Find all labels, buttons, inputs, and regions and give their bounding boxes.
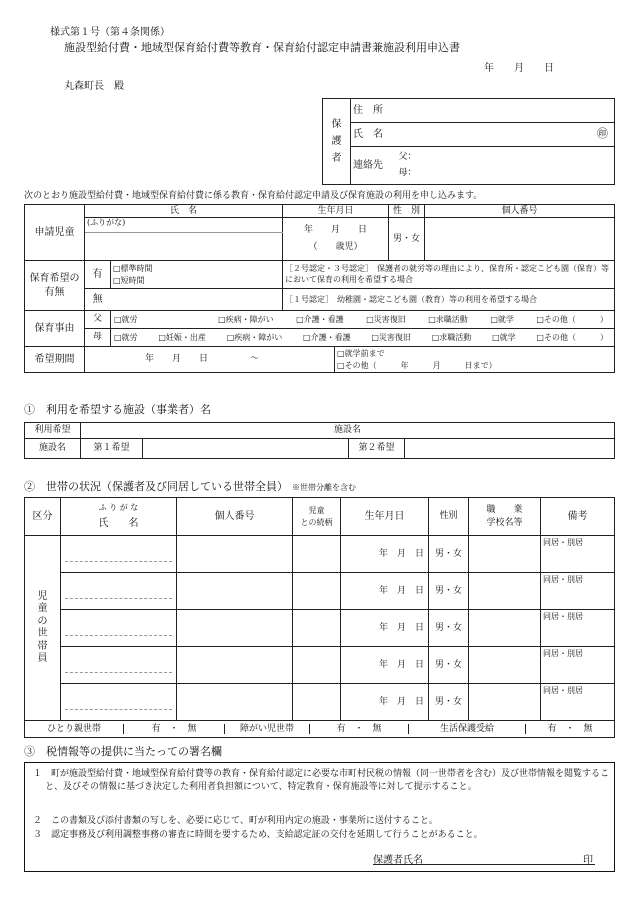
member-occupation-field[interactable]: [469, 536, 541, 573]
reason-father-label: 父: [85, 311, 111, 329]
header-remarks: 備考: [541, 498, 615, 536]
member-birth-field[interactable]: 年 月 日: [341, 684, 429, 721]
header-my-number: 個人番号: [425, 205, 615, 218]
section3-heading: ③ 税情報等の提供に当たっての署名欄: [24, 745, 222, 758]
table-row: [25, 647, 615, 684]
disabled-child-choice[interactable]: 有 ・ 無: [310, 724, 409, 734]
father-phone-label: 父：: [398, 152, 417, 163]
member-relation-field[interactable]: [293, 610, 341, 647]
welfare-choice[interactable]: 有 ・ 無: [547, 723, 593, 734]
hope-yes[interactable]: 有: [85, 261, 111, 289]
member-sex-field[interactable]: 男・女: [429, 536, 469, 573]
header-occupation: 職 業 学校名等: [469, 498, 541, 536]
facility-label-2: 施設名: [25, 439, 81, 459]
header-household-my-number: 個人番号: [177, 498, 293, 536]
form-title: 施設型給付費・地域型保育給付費等教育・保育給付認定申請書兼施設利用申込書: [64, 41, 460, 54]
contact-field[interactable]: [397, 147, 615, 185]
member-name-field[interactable]: [61, 684, 177, 721]
signature-label: 保護者氏名: [373, 855, 423, 866]
member-sex-field[interactable]: 男・女: [429, 610, 469, 647]
member-my-number-field[interactable]: [177, 647, 293, 684]
single-parent-choice[interactable]: 有 ・ 無: [124, 724, 225, 734]
member-birth-field[interactable]: 年 月 日: [341, 573, 429, 610]
member-name-field[interactable]: [61, 647, 177, 684]
address-field[interactable]: [397, 99, 615, 123]
header-household-birth: 生年月日: [341, 498, 429, 536]
table-row: [25, 536, 615, 573]
second-choice-field[interactable]: [405, 439, 615, 459]
member-relation-field[interactable]: [293, 647, 341, 684]
member-sex-field[interactable]: 男・女: [429, 684, 469, 721]
header-category: 区分: [25, 498, 61, 536]
facility-label-1: 利用希望: [25, 423, 81, 439]
header-relation: 児童 との続柄: [293, 498, 341, 536]
header-birth: 生年月日: [283, 205, 389, 218]
member-remarks-field[interactable]: 同居・別居: [541, 684, 615, 721]
header-name: 氏 名: [85, 205, 283, 218]
member-occupation-field[interactable]: [469, 573, 541, 610]
household-flags-row: [25, 721, 615, 738]
member-my-number-field[interactable]: [177, 684, 293, 721]
name-label: 氏 名: [351, 123, 397, 147]
member-relation-field[interactable]: [293, 684, 341, 721]
hope-label: 保育希望の有無: [25, 261, 85, 311]
reason-label: 保育事由: [25, 311, 85, 347]
member-name-field[interactable]: [61, 536, 177, 573]
table-row: [25, 573, 615, 610]
consent-item-3: ３ 認定事務及び利用調整事務の審査に時間を要するため、支給認定証の交付を延期して行うことがあること。: [33, 830, 483, 840]
member-remarks-field[interactable]: 同居・別居: [541, 610, 615, 647]
guardian-name-field[interactable]: [397, 123, 615, 147]
date-field[interactable]: 年 月 日: [484, 63, 554, 74]
member-birth-field[interactable]: 年 月 日: [341, 647, 429, 684]
member-remarks-field[interactable]: 同居・別居: [541, 573, 615, 610]
first-choice-label: 第１希望: [81, 439, 143, 459]
guardian-box: [322, 98, 615, 185]
address-label: 住 所: [351, 99, 397, 123]
reason-mother-label: 母: [85, 329, 111, 347]
birthdate-field[interactable]: 年 月 日 （ 歳児）: [283, 218, 389, 261]
section1-heading: ① 利用を希望する施設（事業者）名: [24, 403, 211, 416]
single-parent-label: ひとり親世帯: [25, 724, 124, 734]
member-sex-field[interactable]: 男・女: [429, 647, 469, 684]
application-table: [24, 204, 615, 373]
member-my-number-field[interactable]: [177, 610, 293, 647]
hours-options[interactable]: □標準時間 □短時間: [111, 261, 283, 289]
my-number-field[interactable]: [425, 218, 615, 261]
member-occupation-field[interactable]: [469, 684, 541, 721]
signature-seal: 印: [583, 855, 593, 866]
member-birth-field[interactable]: 年 月 日: [341, 610, 429, 647]
facility-table: [24, 422, 615, 459]
intro-text: 次のとおり施設型給付費・地域型保育給付費に係る教育・保育給付認定申請及び保育施設の利用を申し込みます。: [24, 191, 483, 201]
addressee: 丸森町長 殿: [64, 81, 124, 92]
table-row: [25, 610, 615, 647]
period-label: 希望期間: [25, 347, 85, 373]
member-birth-field[interactable]: 年 月 日: [341, 536, 429, 573]
facility-header: 施設名: [81, 423, 615, 439]
hope-no[interactable]: 無: [85, 289, 111, 311]
member-name-field[interactable]: [61, 573, 177, 610]
guardian-label: 保 護 者: [323, 99, 351, 185]
period-start-field[interactable]: 年 月 日 ～: [85, 347, 335, 373]
table-row: [25, 684, 615, 721]
member-occupation-field[interactable]: [469, 610, 541, 647]
consent-item-1: １ 町が施設型給付費・地域型保育給付費等の教育・保育給付認定に必要な市町村民税の情報（同一世帯者を含む）及び世帯情報を閲覧すること、及びその情報に基づき決定した利用者負担額について、特定教育・保育施設等に対して提示すること。: [33, 769, 610, 793]
header-household-sex: 性別: [429, 498, 469, 536]
contact-label: 連絡先: [351, 147, 397, 185]
member-relation-field[interactable]: [293, 573, 341, 610]
member-remarks-field[interactable]: 同居・別居: [541, 647, 615, 684]
header-sex: 性 別: [389, 205, 425, 218]
seal-mark: ㊞: [597, 127, 608, 141]
second-choice-label: 第２希望: [349, 439, 405, 459]
member-occupation-field[interactable]: [469, 647, 541, 684]
member-sex-field[interactable]: 男・女: [429, 573, 469, 610]
no-note: ［１号認定］ 幼稚園・認定こども園（教育）等の利用を希望する場合: [283, 289, 615, 311]
disabled-child-label: 障がい児世帯: [225, 724, 310, 734]
consent-item-2: ２ この書類及び添付書類の写しを、必要に応じて、町が利用内定の施設・事業所に送付すること。: [33, 816, 438, 826]
reasons-mother[interactable]: □就労 □妊娠・出産 □疾病・障がい □介護・看護 □災害復旧 □求職活動 □就学 □その他（ ）: [111, 329, 615, 347]
yes-note: ［２号認定・３号認定］ 保護者の就労等の理由により、保育所・認定こども園（保育）等において保育の利用を希望する場合: [283, 261, 615, 289]
signature-line[interactable]: [373, 851, 595, 865]
section2-heading: ② 世帯の状況（保護者及び同居している世帯全員） ※世帯分離を含む: [24, 480, 356, 493]
member-name-field[interactable]: [61, 610, 177, 647]
period-end-options[interactable]: □就学前まで □その他（ 年 月 日まで）: [335, 347, 615, 373]
reasons-father[interactable]: □就労 □疾病・障がい □介護・看護 □災害復旧 □求職活動 □就学 □その他（ ）: [111, 311, 615, 329]
member-my-number-field[interactable]: [177, 573, 293, 610]
first-choice-field[interactable]: [143, 439, 349, 459]
household-category: 児童の世帯員: [25, 536, 61, 721]
welfare-label: 生活保護受給: [409, 724, 526, 734]
member-remarks-field[interactable]: 同居・別居: [541, 536, 615, 573]
sex-field[interactable]: 男・女: [389, 218, 425, 261]
furigana-field[interactable]: (ふりがな): [85, 218, 283, 233]
consent-box: [24, 762, 615, 872]
member-my-number-field[interactable]: [177, 536, 293, 573]
form-number: 様式第１号（第４条関係）: [50, 27, 170, 38]
applicant-label: 申請児童: [25, 205, 85, 261]
child-name-field[interactable]: [85, 233, 283, 261]
household-table: [24, 497, 615, 738]
header-furigana-name: ふ り が な 氏 名: [61, 498, 177, 536]
mother-phone-label: 母：: [398, 167, 417, 178]
member-relation-field[interactable]: [293, 536, 341, 573]
